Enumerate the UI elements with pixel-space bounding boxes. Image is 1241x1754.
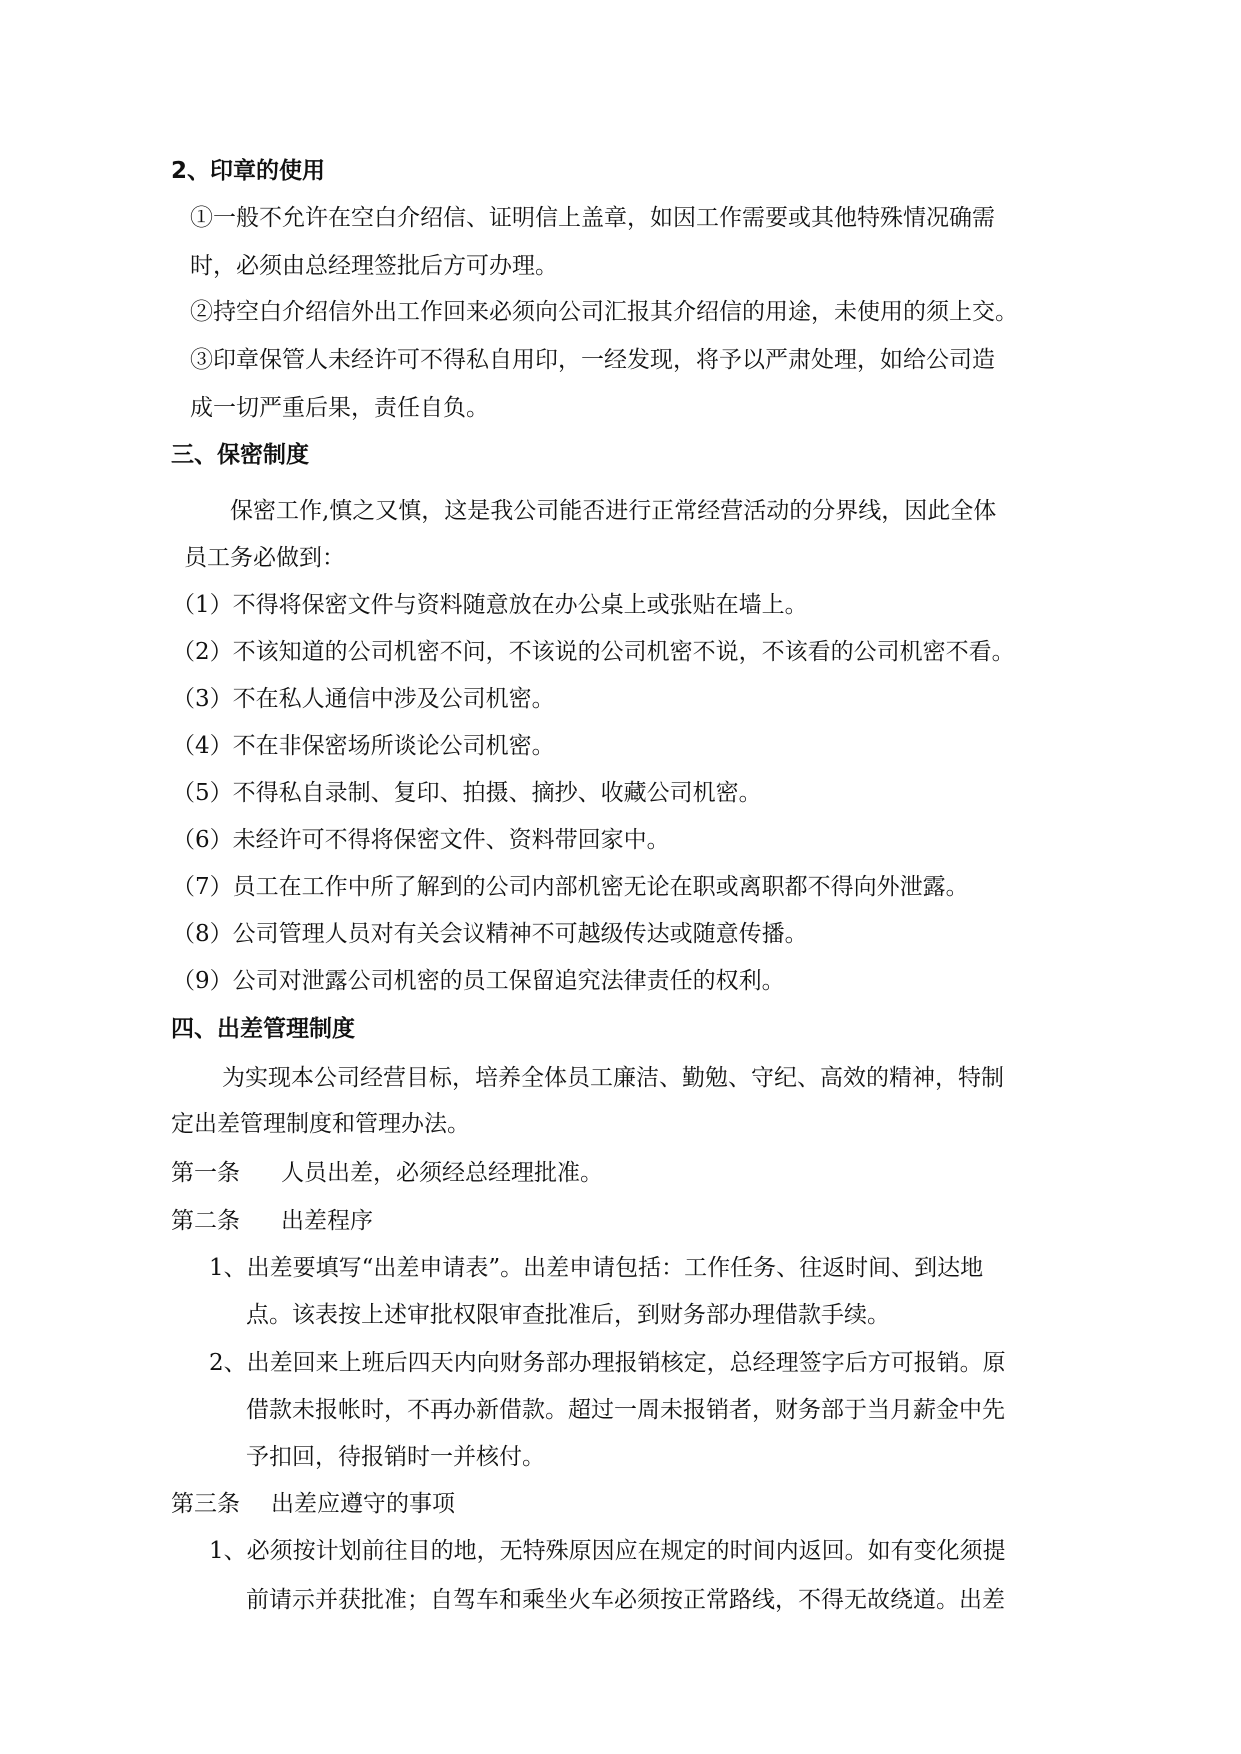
secrecy-intro-line-1: 保密工作,慎之又慎，这是我公司能否进行正常经营活动的分界线，因此全体 (230, 498, 997, 524)
article-2 (171, 1206, 373, 1236)
travel-intro-line-1: 为实现本公司经营目标，培养全体员工廉洁、勤勉、守纪、高效的精神，特制 (222, 1065, 1004, 1091)
secrecy-item: （8）公司管理人员对有关会议精神不可越级传达或随意传播。 (172, 921, 808, 947)
article-3-text: 出差应遵守的事项 (271, 1491, 455, 1517)
article-2-item-2-line-1: 2、出差回来上班后四天内向财务部办理报销核定，总经理签字后方可报销。原 (209, 1350, 1006, 1376)
seal-item-3-line-2: 成一切严重后果，责任自负。 (190, 395, 489, 421)
secrecy-heading: 三、保密制度 (171, 442, 309, 468)
secrecy-item: （9）公司对泄露公司机密的员工保留追究法律责任的权利。 (172, 968, 785, 994)
article-1 (171, 1158, 603, 1188)
article-3-label: 第三条 (171, 1491, 240, 1517)
article-2-item-1-line-2: 点。该表按上述审批权限审查批准后，到财务部办理借款手续。 (246, 1302, 890, 1328)
article-2-item-2-line-3: 予扣回，待报销时一并核付。 (246, 1444, 545, 1470)
article-2-label: 第二条 (171, 1208, 240, 1234)
secrecy-item: （7）员工在工作中所了解到的公司内部机密无论在职或离职都不得向外泄露。 (172, 874, 969, 900)
seal-item-1-line-1: ①一般不允许在空白介绍信、证明信上盖章，如因工作需要或其他特殊情况确需 (190, 205, 995, 231)
seal-heading: 2、印章的使用 (171, 158, 326, 184)
secrecy-item: （5）不得私自录制、复印、拍摄、摘抄、收藏公司机密。 (172, 780, 762, 806)
article-2-text: 出差程序 (281, 1208, 373, 1234)
secrecy-item: （4）不在非保密场所谈论公司机密。 (172, 733, 555, 759)
article-2-item-2-line-2: 借款未报帐时，不再办新借款。超过一周未报销者，财务部于当月薪金中先 (246, 1397, 1005, 1423)
secrecy-item: （2）不该知道的公司机密不问，不该说的公司机密不说，不该看的公司机密不看。 (172, 639, 1015, 665)
seal-item-2: ②持空白介绍信外出工作回来必须向公司汇报其介绍信的用途，未使用的须上交。 (190, 299, 1018, 325)
secrecy-item: （3）不在私人通信中涉及公司机密。 (172, 686, 555, 712)
secrecy-item: （1）不得将保密文件与资料随意放在办公桌上或张贴在墙上。 (172, 592, 808, 618)
article-3-item-1-line-1: 1、必须按计划前往目的地，无特殊原因应在规定的时间内返回。如有变化须提 (209, 1538, 1006, 1564)
article-1-label: 第一条 (171, 1160, 240, 1186)
travel-intro-line-2: 定出差管理制度和管理办法。 (171, 1111, 470, 1137)
secrecy-intro-line-2: 员工务必做到： (184, 545, 345, 571)
travel-heading: 四、出差管理制度 (171, 1016, 355, 1042)
article-1-text: 人员出差，必须经总经理批准。 (281, 1160, 603, 1186)
secrecy-item: （6）未经许可不得将保密文件、资料带回家中。 (172, 827, 670, 853)
seal-item-1-line-2: 时，必须由总经理签批后方可办理。 (190, 253, 558, 279)
seal-item-3-line-1: ③印章保管人未经许可不得私自用印，一经发现，将予以严肃处理，如给公司造 (190, 347, 995, 373)
article-2-item-1-line-1: 1、出差要填写“出差申请表”。出差申请包括：工作任务、往返时间、到达地 (209, 1255, 984, 1281)
article-3 (171, 1489, 455, 1519)
article-3-item-1-line-2: 前请示并获批准；自驾车和乘坐火车必须按正常路线，不得无故绕道。出差 (246, 1587, 1005, 1613)
